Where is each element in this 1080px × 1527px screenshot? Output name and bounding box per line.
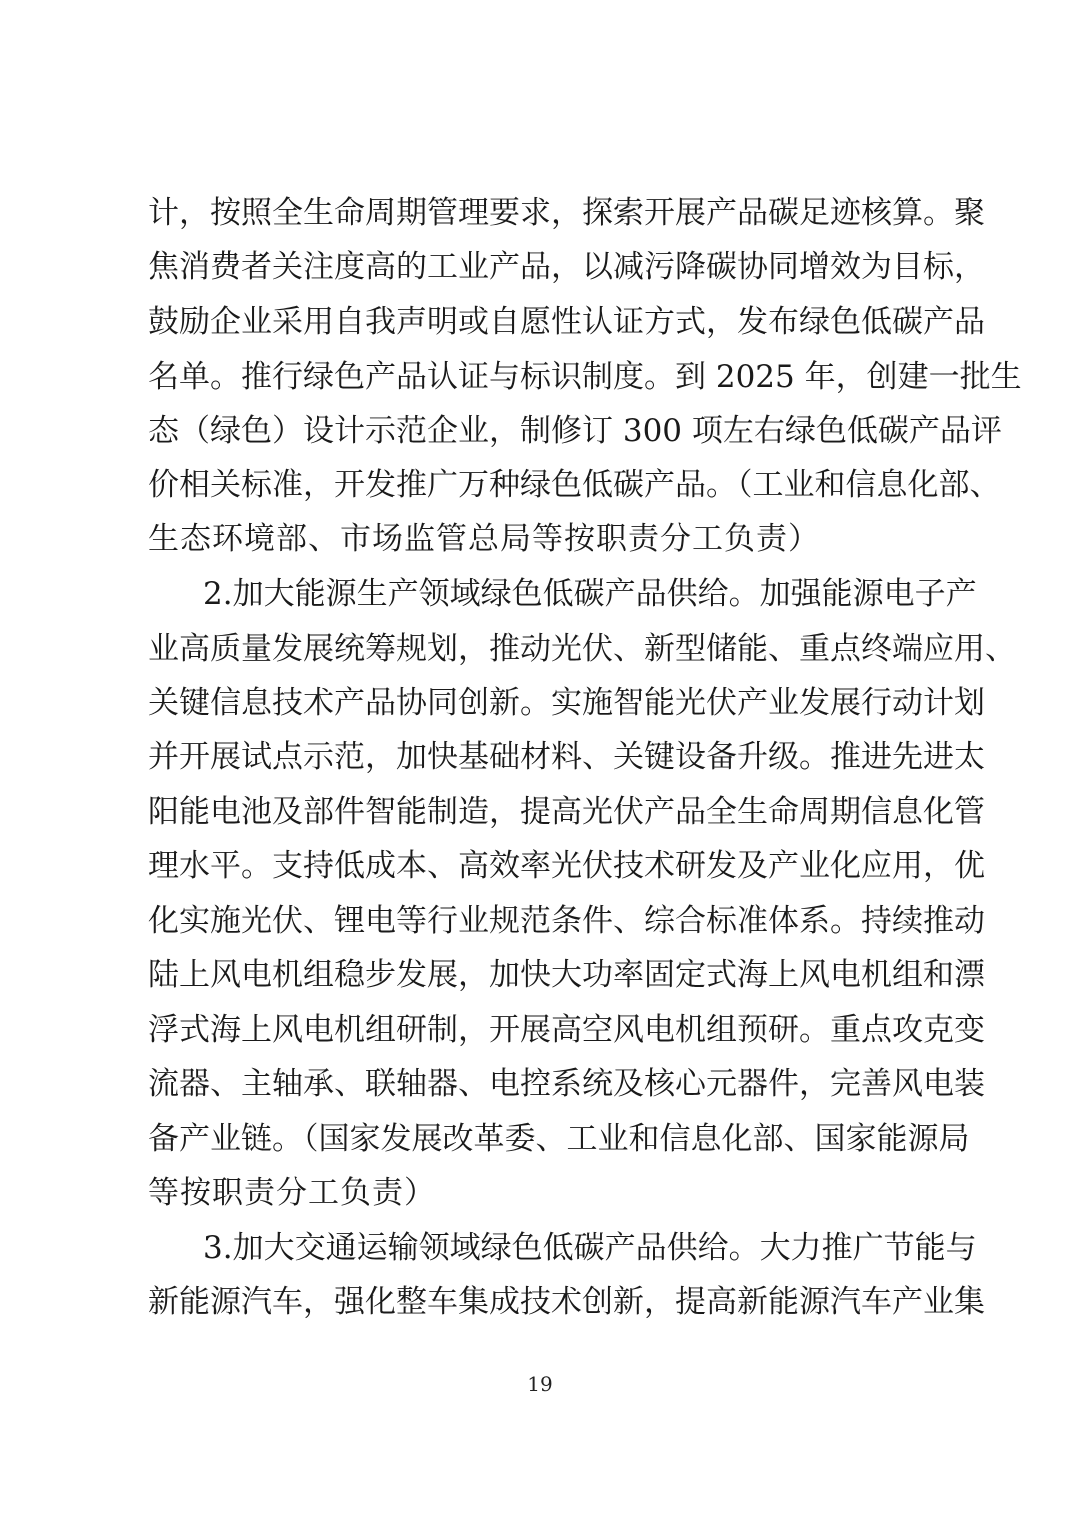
text-line: 并开展试点示范，加快基础材料、关键设备升级。推进先进太 <box>148 739 985 775</box>
text-line: 陆上风电机组稳步发展，加快大功率固定式海上风电机组和漂 <box>148 957 985 993</box>
text-line: 计，按照全生命周期管理要求，探索开展产品碳足迹核算。聚 <box>148 195 985 231</box>
text-line: 流器、主轴承、联轴器、电控系统及核心元器件，完善风电装 <box>148 1066 985 1102</box>
text-line: 焦消费者关注度高的工业产品，以减污降碳协同增效为目标， <box>148 249 985 285</box>
paragraph-heading-line: 2.加大能源生产领域绿色低碳产品供给。加强能源电子产 <box>203 576 977 612</box>
text-line: 新能源汽车，强化整车集成技术创新，提高新能源汽车产业集 <box>148 1284 985 1320</box>
text-line: 备产业链。（国家发展改革委、工业和信息化部、国家能源局 <box>148 1121 970 1157</box>
text-line: 价相关标准，开发推广万种绿色低碳产品。（工业和信息化部、 <box>148 467 1001 503</box>
text-line: 业高质量发展统筹规划，推动光伏、新型储能、重点终端应用、 <box>148 631 1016 667</box>
paragraph-heading-line: 3.加大交通运输领域绿色低碳产品供给。大力推广节能与 <box>203 1230 977 1266</box>
page-number: 19 <box>527 1372 553 1396</box>
text-line: 关键信息技术产品协同创新。实施智能光伏产业发展行动计划 <box>148 685 985 721</box>
text-line: 态（绿色）设计示范企业，制修订 300 项左右绿色低碳产品评 <box>148 413 1002 449</box>
text-line: 浮式海上风电机组研制，开展高空风电机组预研。重点攻克变 <box>148 1012 985 1048</box>
text-line: 等按职责分工负责） <box>148 1175 436 1211</box>
text-line: 生态环境部、市场监管总局等按职责分工负责） <box>148 521 820 557</box>
text-line: 理水平。支持低成本、高效率光伏技术研发及产业化应用，优 <box>148 848 985 884</box>
text-line: 名单。推行绿色产品认证与标识制度。到 2025 年，创建一批生 <box>148 359 1022 395</box>
text-line: 鼓励企业采用自我声明或自愿性认证方式，发布绿色低碳产品 <box>148 304 985 340</box>
text-line: 阳能电池及部件智能制造，提高光伏产品全生命周期信息化管 <box>148 794 985 830</box>
text-line: 化实施光伏、锂电等行业规范条件、综合标准体系。持续推动 <box>148 903 985 939</box>
